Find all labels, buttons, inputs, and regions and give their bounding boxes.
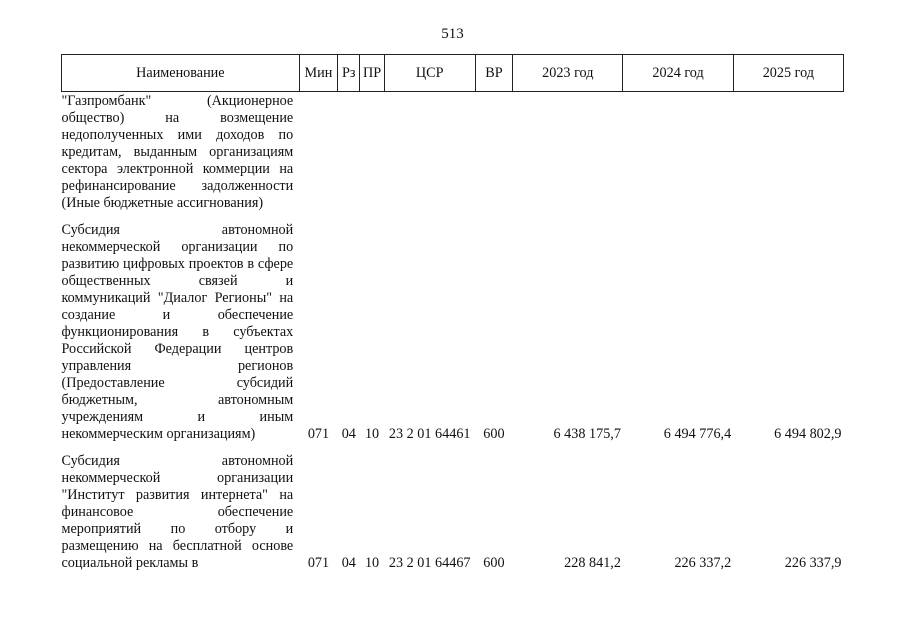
header-rz: Рз [338, 55, 360, 92]
row-2023: 6 438 175,7 [553, 426, 621, 442]
row-2023: 228 841,2 [564, 555, 621, 571]
row-2025: 226 337,9 [784, 555, 842, 571]
row-vr: 600 [483, 555, 505, 571]
row-2024 [623, 92, 733, 223]
header-name: Наименование [62, 55, 300, 92]
row-min: 071 [307, 426, 330, 442]
row-pr: 10 [364, 426, 380, 442]
row-rz: 04 [341, 555, 356, 571]
table-row [62, 222, 844, 453]
table-row [62, 453, 844, 572]
header-2023: 2023 год [513, 55, 623, 92]
header-pr: ПР [360, 55, 384, 92]
row-2025 [733, 92, 843, 223]
row-2025: 6 494 802,9 [774, 426, 842, 442]
header-2025: 2025 год [733, 55, 843, 92]
row-csr: 23 2 01 64461 [388, 426, 471, 442]
row-pr: 10 [364, 555, 380, 571]
row-vr [475, 92, 512, 223]
row-name: Субсидия автономной некоммерческой организации "Институт развития интернета" на финансовое обеспечение мероприятий по отбору и размещению на бесплатной основе социальной рекламы в [61, 453, 294, 571]
row-min: 071 [307, 555, 330, 571]
row-min [299, 92, 337, 223]
header-min: Мин [299, 55, 337, 92]
row-pr [360, 92, 384, 223]
row-rz [338, 92, 360, 223]
header-csr: ЦСР [384, 55, 475, 92]
table-header-row [62, 55, 844, 92]
row-2024: 6 494 776,4 [663, 426, 732, 442]
budget-table [61, 54, 844, 572]
row-csr: 23 2 01 64467 [388, 555, 471, 571]
row-2024: 226 337,2 [674, 555, 732, 571]
row-vr: 600 [483, 426, 505, 442]
row-2023 [513, 92, 623, 223]
table-row [62, 92, 844, 223]
row-name: Субсидия автономной некоммерческой организации по развитию цифровых проектов в сфере общественных связей и коммуникаций "Диалог Регионы" на создание и обеспечение функционирования в субъектах Российской Федерации центров управления регионов (Предоставление субсидий бюджетным, автономным учреждениям и иным некоммерческим организациям) [61, 222, 294, 442]
row-csr [384, 92, 475, 223]
header-2024: 2024 год [623, 55, 733, 92]
row-name: "Газпромбанк" (Акционерное общество) на возмещение недополученных ими доходов по кредитам, выданным организациям сектора электронной коммерции на рефинансирование задолженности (Иные бюджетные ассигнования) [61, 93, 294, 211]
row-rz: 04 [341, 426, 356, 442]
header-vr: ВР [475, 55, 512, 92]
page-number: 513 [441, 26, 464, 42]
